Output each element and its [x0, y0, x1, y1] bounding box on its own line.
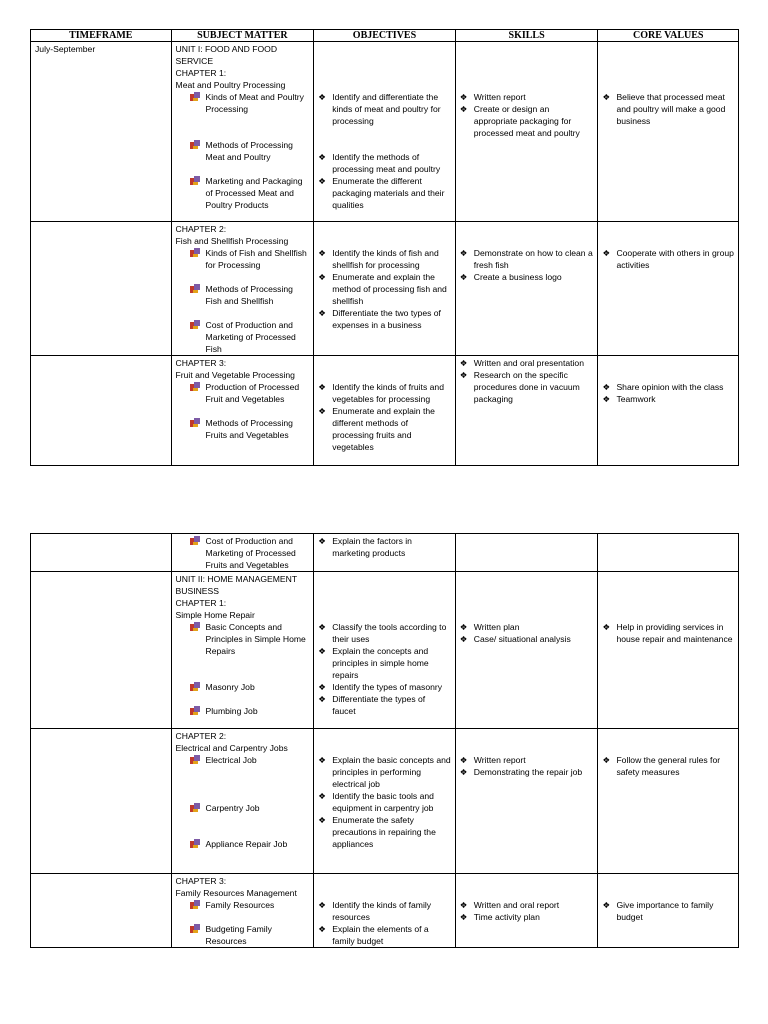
topic-item: Appliance Repair Job: [176, 838, 310, 850]
list-item: ❖ Written report: [459, 92, 526, 102]
header-core-values: CORE VALUES: [598, 30, 739, 42]
book-bullet-icon: [190, 536, 200, 546]
skills-cell: [455, 729, 598, 874]
topic-item: Production of Processed Fruit and Vegetables: [176, 381, 310, 405]
diamond-bullet-icon: ❖: [318, 382, 326, 392]
book-bullet-icon: [190, 803, 200, 813]
topic-item: Electrical Job: [176, 754, 310, 766]
list-item: ❖ Case/ situational analysis: [459, 634, 571, 644]
book-bullet-icon: [190, 839, 200, 849]
list-item: ❖ Enumerate and explain the method of processing fish and shellfish: [318, 272, 447, 306]
list-item: ❖ Share opinion with the class: [602, 382, 724, 392]
curriculum-table-2: [30, 533, 739, 948]
diamond-bullet-icon: ❖: [459, 912, 468, 922]
table-row: [31, 356, 739, 466]
skills-cell: [455, 534, 598, 572]
book-bullet-icon: [190, 622, 200, 632]
list-item: ❖ Written plan: [459, 622, 520, 632]
chapter-label: CHAPTER 1:: [175, 68, 227, 78]
table-row: [31, 874, 739, 948]
list-item: ❖ Identify and differentiate the kinds of meat and poultry for processing: [318, 92, 441, 126]
diamond-bullet-icon: ❖: [459, 248, 468, 258]
timeframe-text: July-September: [35, 44, 96, 54]
objectives-cell: [314, 534, 456, 572]
list-item: ❖ Explain the factors in marketing products: [318, 536, 412, 558]
timeframe-cell: [31, 874, 172, 948]
list-item: ❖ Explain the concepts and principles in simple home repairs: [318, 646, 429, 680]
timeframe-cell: [31, 572, 172, 729]
skills-cell: [455, 572, 598, 729]
book-bullet-icon: [190, 418, 200, 428]
diamond-bullet-icon: ❖: [602, 394, 611, 404]
diamond-bullet-icon: ❖: [459, 104, 468, 114]
chapter-label: CHAPTER 3:: [175, 876, 227, 886]
diamond-bullet-icon: ❖: [318, 755, 326, 765]
chapter-label: CHAPTER 3:: [175, 358, 227, 368]
diamond-bullet-icon: ❖: [459, 755, 468, 765]
book-bullet-icon: [190, 706, 200, 716]
header-subject-matter: SUBJECT MATTER: [171, 30, 314, 42]
book-bullet-icon: [190, 320, 200, 330]
objectives-cell: [314, 874, 456, 948]
core-values-cell: [598, 572, 739, 729]
list-item: ❖ Identify the methods of processing meat and poultry: [318, 152, 441, 174]
table-row: [31, 572, 739, 729]
list-item: ❖ Explain the elements of a family budget: [318, 924, 429, 946]
diamond-bullet-icon: ❖: [459, 900, 468, 910]
table-row: [31, 42, 739, 222]
core-values-cell: [598, 222, 739, 356]
diamond-bullet-icon: ❖: [318, 924, 326, 934]
diamond-bullet-icon: ❖: [318, 694, 326, 704]
topic-item: Cost of Production and Marketing of Processed Fish: [176, 319, 310, 355]
table-row: [31, 729, 739, 874]
book-bullet-icon: [190, 248, 200, 258]
topic-item: Kinds of Meat and Poultry Processing: [176, 91, 310, 115]
topic-item: Marketing and Packaging of Processed Meat and Poultry Products: [176, 175, 310, 211]
curriculum-table-1: [30, 29, 739, 466]
list-item: ❖ Teamwork: [602, 394, 656, 404]
chapter-name: Simple Home Repair: [175, 610, 255, 620]
unit-title: UNIT I: FOOD AND FOOD SERVICE: [175, 44, 278, 66]
diamond-bullet-icon: ❖: [459, 622, 468, 632]
diamond-bullet-icon: ❖: [602, 622, 611, 632]
topic-item: Methods of Processing Meat and Poultry: [176, 139, 310, 163]
header-timeframe: TIMEFRAME: [31, 30, 172, 42]
skills-cell: [455, 42, 598, 222]
list-item: ❖ Believe that processed meat and poultry will make a good business: [602, 92, 726, 126]
list-item: ❖ Enumerate and explain the different methods of processing fruits and vegetables: [318, 406, 435, 452]
table-row: [31, 534, 739, 572]
book-bullet-icon: [190, 900, 200, 910]
topic-item: Basic Concepts and Principles in Simple Home Repairs: [176, 621, 310, 657]
subject-cell: [171, 874, 314, 948]
diamond-bullet-icon: ❖: [459, 358, 468, 368]
topic-item: Kinds of Fish and Shellfish for Processing: [176, 247, 310, 271]
topic-item: Masonry Job: [176, 681, 310, 693]
diamond-bullet-icon: ❖: [602, 382, 611, 392]
list-item: ❖ Research on the specific procedures done in vacuum packaging: [459, 370, 580, 404]
diamond-bullet-icon: ❖: [318, 272, 326, 282]
list-item: ❖ Written report: [459, 755, 526, 765]
table-row: [31, 222, 739, 356]
diamond-bullet-icon: ❖: [602, 900, 611, 910]
subject-cell: [171, 534, 314, 572]
list-item: ❖ Help in providing services in house repair and maintenance: [602, 622, 733, 644]
book-bullet-icon: [190, 140, 200, 150]
diamond-bullet-icon: ❖: [318, 248, 326, 258]
diamond-bullet-icon: ❖: [602, 755, 611, 765]
diamond-bullet-icon: ❖: [318, 176, 326, 186]
objectives-cell: [314, 222, 456, 356]
book-bullet-icon: [190, 284, 200, 294]
core-values-cell: [598, 42, 739, 222]
topic-item: Family Resources: [176, 899, 310, 911]
diamond-bullet-icon: ❖: [459, 272, 468, 282]
unit-title: UNIT II: HOME MANAGEMENT BUSINESS: [175, 574, 297, 596]
list-item: ❖ Identify the kinds of family resources: [318, 900, 432, 922]
list-item: ❖ Time activity plan: [459, 912, 540, 922]
book-bullet-icon: [190, 682, 200, 692]
header-row: [31, 30, 739, 42]
book-bullet-icon: [190, 176, 200, 186]
diamond-bullet-icon: ❖: [318, 682, 326, 692]
list-item: ❖ Enumerate the different packaging materials and their qualities: [318, 176, 445, 210]
subject-cell: [171, 356, 314, 466]
list-item: ❖ Identify the kinds of fruits and vegetables for processing: [318, 382, 444, 404]
chapter-name: Fish and Shellfish Processing: [175, 236, 289, 246]
subject-cell: [171, 42, 314, 222]
chapter-name: Fruit and Vegetable Processing: [175, 370, 295, 380]
topic-item: Plumbing Job: [176, 705, 310, 717]
chapter-name: Family Resources Management: [175, 888, 297, 898]
chapter-label: CHAPTER 2:: [175, 224, 227, 234]
timeframe-cell: [31, 534, 172, 572]
header-objectives: OBJECTIVES: [314, 30, 456, 42]
timeframe-cell: [31, 42, 172, 222]
topic-item: Methods of Processing Fish and Shellfish: [176, 283, 310, 307]
list-item: ❖ Follow the general rules for safety measures: [602, 755, 721, 777]
list-item: ❖ Written and oral presentation: [459, 358, 584, 368]
diamond-bullet-icon: ❖: [318, 308, 326, 318]
objectives-cell: [314, 572, 456, 729]
book-bullet-icon: [190, 382, 200, 392]
list-item: ❖ Identify the types of masonry: [318, 682, 443, 692]
header-skills: SKILLS: [455, 30, 598, 42]
diamond-bullet-icon: ❖: [318, 622, 326, 632]
diamond-bullet-icon: ❖: [602, 248, 611, 258]
list-item: ❖ Create or design an appropriate packaging for processed meat and poultry: [459, 104, 580, 138]
list-item: ❖ Differentiate the two types of expenses in a business: [318, 308, 441, 330]
timeframe-cell: [31, 222, 172, 356]
list-item: ❖ Create a business logo: [459, 272, 562, 282]
list-item: ❖ Differentiate the types of faucet: [318, 694, 426, 716]
diamond-bullet-icon: ❖: [318, 152, 326, 162]
diamond-bullet-icon: ❖: [459, 634, 468, 644]
chapter-name: Electrical and Carpentry Jobs: [175, 743, 288, 753]
diamond-bullet-icon: ❖: [459, 92, 468, 102]
diamond-bullet-icon: ❖: [318, 92, 326, 102]
skills-cell: [455, 222, 598, 356]
list-item: ❖ Demonstrate on how to clean a fresh fish: [459, 248, 593, 270]
objectives-cell: [314, 729, 456, 874]
diamond-bullet-icon: ❖: [459, 370, 468, 380]
list-item: ❖ Give importance to family budget: [602, 900, 714, 922]
timeframe-cell: [31, 729, 172, 874]
diamond-bullet-icon: ❖: [318, 406, 326, 416]
chapter-label: CHAPTER 2:: [175, 731, 227, 741]
diamond-bullet-icon: ❖: [318, 791, 326, 801]
diamond-bullet-icon: ❖: [602, 92, 611, 102]
chapter-label: CHAPTER 1:: [175, 598, 227, 608]
topic-item: Methods of Processing Fruits and Vegetables: [176, 417, 310, 441]
chapter-name: Meat and Poultry Processing: [175, 80, 286, 90]
core-values-cell: [598, 729, 739, 874]
diamond-bullet-icon: ❖: [459, 767, 468, 777]
list-item: ❖ Enumerate the safety precautions in repairing the appliances: [318, 815, 436, 849]
diamond-bullet-icon: ❖: [318, 646, 326, 656]
timeframe-cell: [31, 356, 172, 466]
core-values-cell: [598, 874, 739, 948]
core-values-cell: [598, 534, 739, 572]
diamond-bullet-icon: ❖: [318, 815, 326, 825]
subject-cell: [171, 572, 314, 729]
list-item: ❖ Identify the kinds of fish and shellfish for processing: [318, 248, 439, 270]
book-bullet-icon: [190, 92, 200, 102]
book-bullet-icon: [190, 924, 200, 934]
list-item: ❖ Demonstrating the repair job: [459, 767, 583, 777]
skills-cell: [455, 874, 598, 948]
list-item: ❖ Explain the basic concepts and principles in performing electrical job: [318, 755, 451, 789]
skills-cell: [455, 356, 598, 466]
topic-item: Cost of Production and Marketing of Processed Fruits and Vegetables: [176, 535, 310, 571]
subject-cell: [171, 729, 314, 874]
core-values-cell: [598, 356, 739, 466]
diamond-bullet-icon: ❖: [318, 536, 326, 546]
book-bullet-icon: [190, 755, 200, 765]
list-item: ❖ Written and oral report: [459, 900, 560, 910]
list-item: ❖ Classify the tools according to their uses: [318, 622, 447, 644]
list-item: ❖ Identify the basic tools and equipment in carpentry job: [318, 791, 434, 813]
diamond-bullet-icon: ❖: [318, 900, 326, 910]
topic-item: Carpentry Job: [176, 802, 310, 814]
objectives-cell: [314, 42, 456, 222]
subject-cell: [171, 222, 314, 356]
topic-item: Budgeting Family Resources: [176, 923, 310, 947]
objectives-cell: [314, 356, 456, 466]
list-item: ❖ Cooperate with others in group activities: [602, 248, 734, 270]
